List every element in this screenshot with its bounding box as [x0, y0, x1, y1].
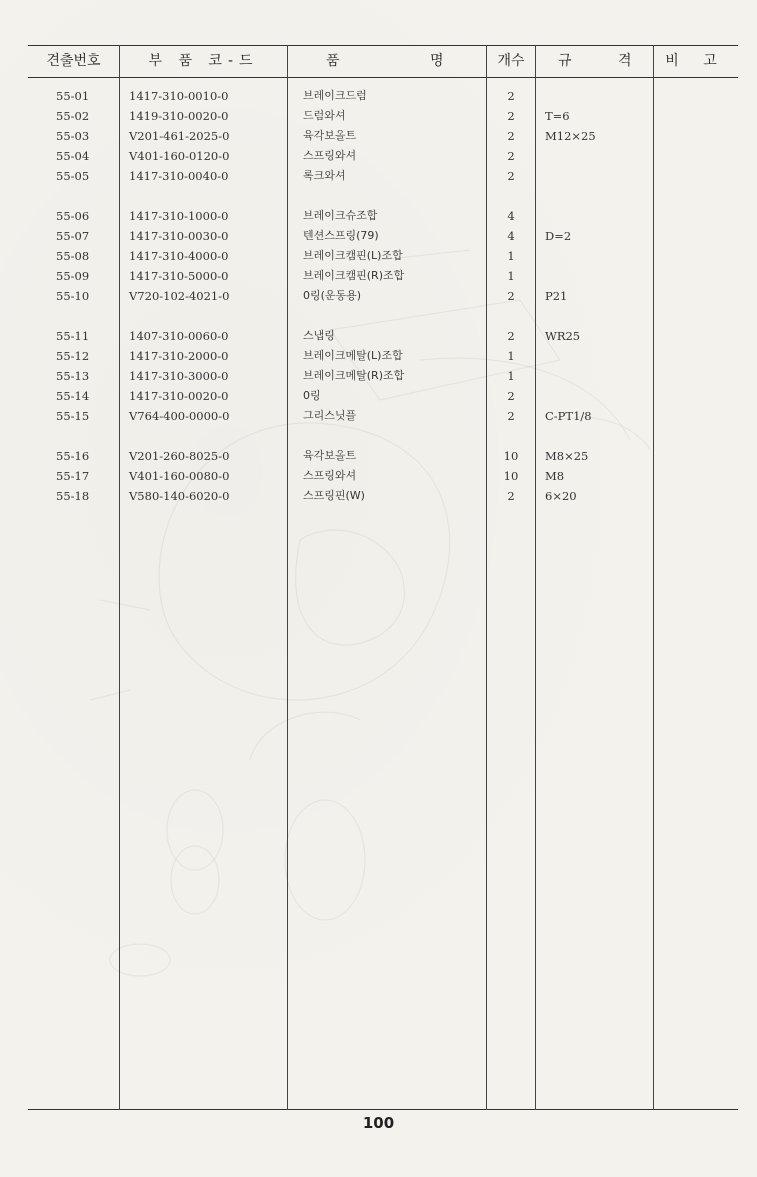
row-name: 스프링와셔: [303, 149, 357, 162]
row-no: 55-14: [56, 389, 90, 403]
row-qty: 10: [503, 449, 519, 463]
row-code: 1417-310-2000-0: [129, 349, 229, 363]
table-row: [0, 406, 757, 426]
table-row: [0, 346, 757, 366]
table-row: [0, 146, 757, 166]
row-code: V201-260-8025-0: [129, 449, 230, 463]
row-spec: D=2: [545, 229, 572, 243]
row-name: 스프링핀(W): [303, 489, 365, 502]
row-qty: 2: [507, 169, 515, 183]
table-row: [0, 206, 757, 226]
row-spec: 6×20: [545, 489, 577, 503]
row-name: 브레이크캠핀(L)조합: [303, 249, 403, 262]
row-no: 55-10: [56, 289, 90, 303]
row-no: 55-01: [56, 89, 90, 103]
row-qty: 2: [507, 329, 515, 343]
row-name: 브레이크드럼: [303, 89, 367, 102]
header-spec: 규 격: [558, 53, 632, 69]
row-code: 1417-310-3000-0: [129, 369, 229, 383]
row-name: 0링(운동용): [303, 289, 362, 302]
row-name: 육각보올트: [303, 129, 357, 142]
table-row: [0, 366, 757, 386]
row-name: 브레이크캠핀(R)조합: [303, 269, 405, 282]
row-no: 55-07: [56, 229, 90, 243]
table-row: [0, 166, 757, 186]
group-spacer: [0, 426, 757, 446]
row-code: 1417-310-1000-0: [129, 209, 229, 223]
row-no: 55-16: [56, 449, 90, 463]
row-no: 55-06: [56, 209, 90, 223]
row-code: V764-400-0000-0: [129, 409, 230, 423]
header-part-code: 부 품 코-드: [148, 53, 259, 69]
row-qty: 1: [507, 269, 515, 283]
table-row: [0, 246, 757, 266]
row-no: 55-05: [56, 169, 90, 183]
table-row: [0, 386, 757, 406]
row-no: 55-09: [56, 269, 90, 283]
row-spec: P21: [545, 289, 568, 303]
row-code: V720-102-4021-0: [129, 289, 230, 303]
row-name: 그리스닛플: [303, 409, 357, 422]
row-qty: 2: [507, 409, 515, 423]
row-qty: 2: [507, 109, 515, 123]
row-spec: M8: [545, 469, 565, 483]
row-code: 1417-310-4000-0: [129, 249, 229, 263]
group-spacer: [0, 186, 757, 206]
row-spec: T=6: [545, 109, 570, 123]
row-no: 55-18: [56, 489, 90, 503]
row-code: 1417-310-5000-0: [129, 269, 229, 283]
row-spec: M12×25: [545, 129, 596, 143]
row-code: 1419-310-0020-0: [129, 109, 229, 123]
row-name: 록크와셔: [303, 169, 346, 182]
parts-list: [0, 86, 757, 506]
row-qty: 2: [507, 389, 515, 403]
row-qty: 2: [507, 129, 515, 143]
row-name: 브레이크메탈(L)조합: [303, 349, 403, 362]
row-qty: 4: [507, 229, 515, 243]
table-row: [0, 326, 757, 346]
row-qty: 2: [507, 149, 515, 163]
header-quantity: 개수: [497, 53, 525, 69]
row-name: 스냅링: [303, 329, 335, 342]
row-code: 1417-310-0010-0: [129, 89, 229, 103]
row-code: 1417-310-0040-0: [129, 169, 229, 183]
row-no: 55-03: [56, 129, 90, 143]
row-name: 브레이크메탈(R)조합: [303, 369, 405, 382]
table-row: [0, 266, 757, 286]
row-no: 55-04: [56, 149, 90, 163]
table-row: [0, 286, 757, 306]
row-qty: 2: [507, 489, 515, 503]
header-remarks: 비 고: [665, 53, 727, 69]
table-row: [0, 226, 757, 246]
row-name: 육각보올트: [303, 449, 357, 462]
header-part-name: 품 명: [326, 53, 444, 69]
row-name: 드럼와셔: [303, 109, 346, 122]
table-header-rule: [28, 77, 738, 78]
row-spec: WR25: [545, 329, 581, 343]
row-name: 브레이크슈조합: [303, 209, 378, 222]
row-code: 1407-310-0060-0: [129, 329, 229, 343]
row-qty: 1: [507, 349, 515, 363]
group-spacer: [0, 306, 757, 326]
header-part-no: 견출번호: [46, 53, 101, 69]
row-qty: 4: [507, 209, 515, 223]
row-no: 55-08: [56, 249, 90, 263]
row-no: 55-15: [56, 409, 90, 423]
table-bottom-rule: [28, 1109, 738, 1110]
row-code: V580-140-6020-0: [129, 489, 230, 503]
table-row: [0, 86, 757, 106]
row-qty: 2: [507, 289, 515, 303]
table-row: [0, 446, 757, 466]
page-number: 100: [362, 1114, 395, 1132]
row-spec: M8×25: [545, 449, 589, 463]
row-code: 1417-310-0030-0: [129, 229, 229, 243]
row-no: 55-17: [56, 469, 90, 483]
row-qty: 10: [503, 469, 519, 483]
row-name: 스프링와셔: [303, 469, 357, 482]
row-code: V401-160-0120-0: [129, 149, 230, 163]
row-no: 55-02: [56, 109, 90, 123]
row-no: 55-11: [56, 329, 90, 343]
table-row: [0, 466, 757, 486]
row-qty: 1: [507, 249, 515, 263]
row-qty: 1: [507, 369, 515, 383]
row-qty: 2: [507, 89, 515, 103]
row-spec: C-PT1/8: [545, 409, 592, 423]
row-no: 55-12: [56, 349, 90, 363]
table-row: [0, 106, 757, 126]
row-name: 0링: [303, 389, 321, 402]
table-row: [0, 126, 757, 146]
row-code: V401-160-0080-0: [129, 469, 230, 483]
row-code: 1417-310-0020-0: [129, 389, 229, 403]
row-name: 텐션스프링(79): [303, 229, 379, 242]
row-no: 55-13: [56, 369, 90, 383]
row-code: V201-461-2025-0: [129, 129, 230, 143]
table-row: [0, 486, 757, 506]
